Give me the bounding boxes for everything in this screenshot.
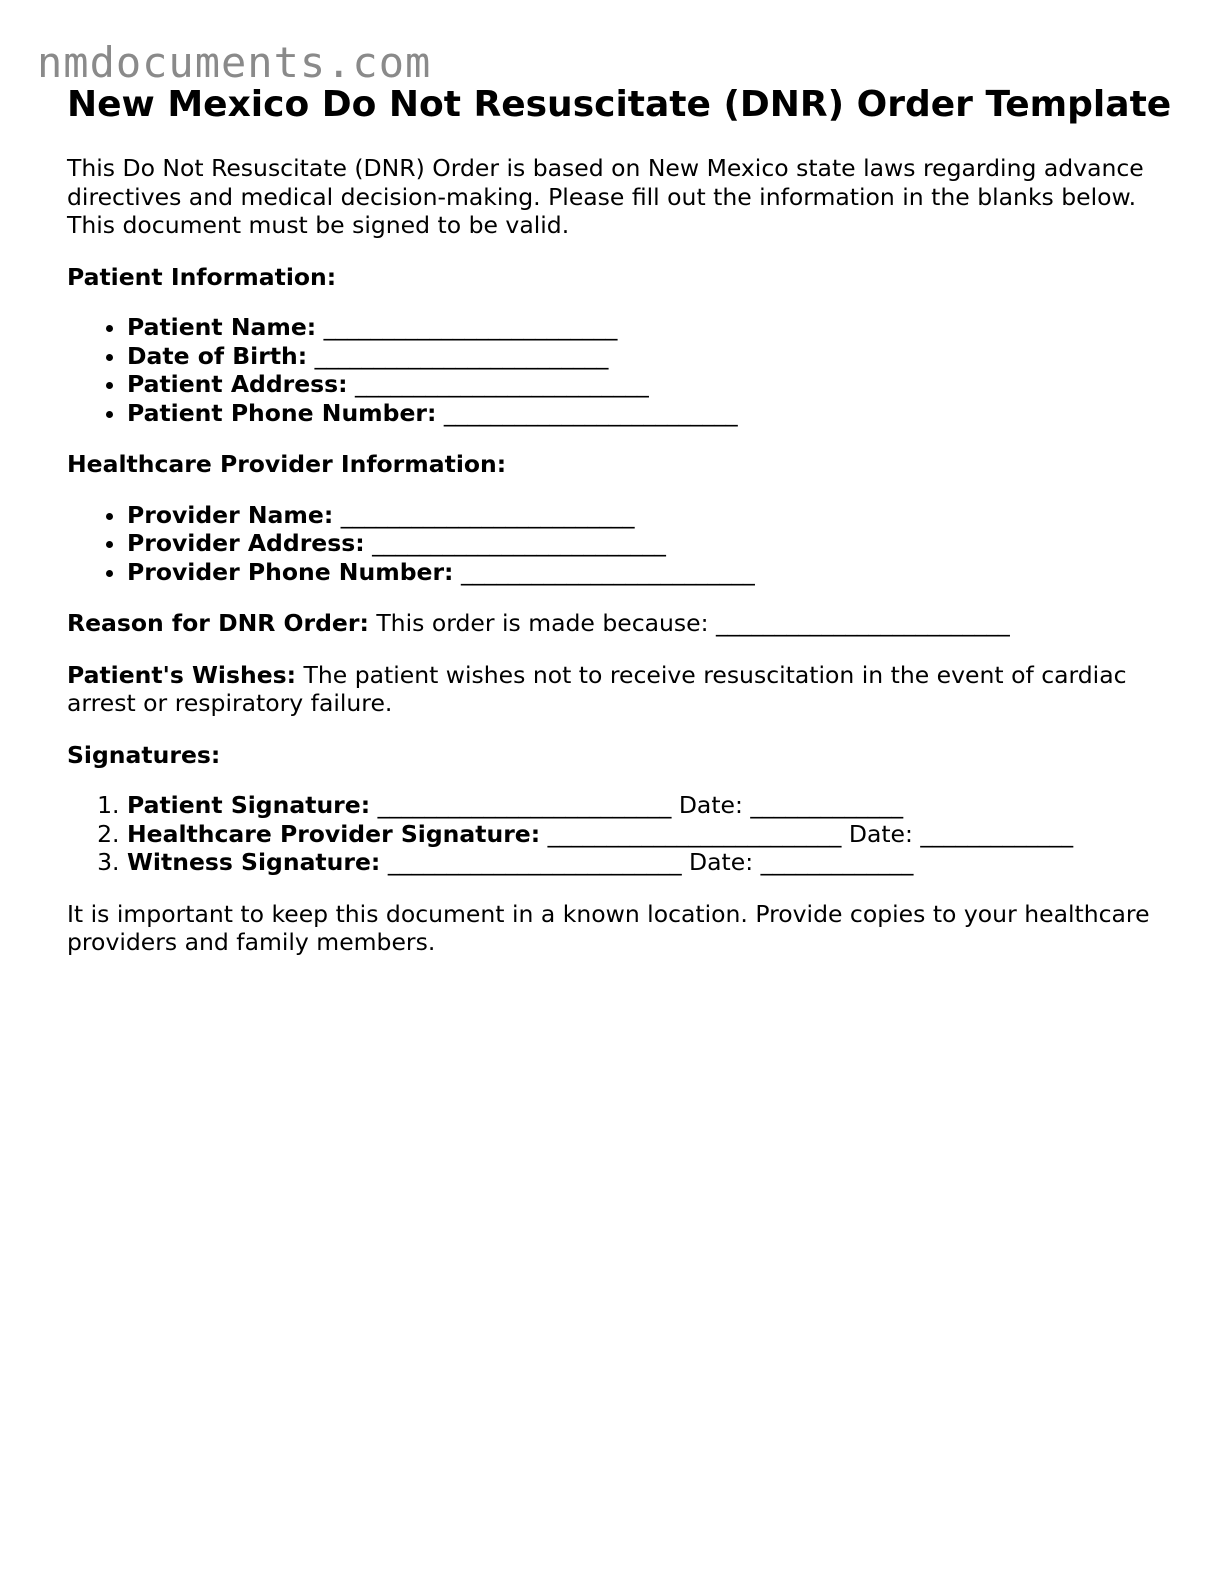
signature-label: Witness Signature: — [127, 848, 381, 876]
provider-name-item — [127, 501, 1187, 530]
date-of-birth-blank[interactable]: _________________________ — [314, 341, 609, 370]
reason-blank[interactable]: _________________________ — [716, 609, 1010, 637]
provider-address-item — [127, 529, 1187, 558]
patient-phone-blank[interactable]: _________________________ — [443, 398, 738, 427]
provider-signature-date-blank[interactable]: _____________ — [920, 819, 1074, 848]
date-label: Date: — [848, 819, 913, 848]
provider-phone-item — [127, 558, 1187, 587]
patient-signature-blank[interactable]: _________________________ — [377, 791, 672, 819]
reason-text: This order is made because: — [376, 609, 709, 637]
provider-name-blank[interactable]: _________________________ — [340, 500, 635, 529]
provider-info-list — [67, 501, 1187, 587]
field-label: Patient Address: — [127, 370, 348, 398]
field-label: Provider Phone Number: — [127, 557, 454, 586]
provider-address-blank[interactable]: _________________________ — [372, 529, 666, 557]
date-label: Date: — [678, 791, 743, 819]
patient-address-item — [127, 370, 1187, 399]
wishes-paragraph — [67, 661, 1187, 718]
provider-info-heading: Healthcare Provider Information: — [67, 450, 507, 478]
witness-signature-item — [127, 848, 1187, 877]
patient-phone-item — [127, 399, 1187, 428]
watermark: nmdocuments.com — [37, 38, 432, 87]
reason-paragraph — [67, 609, 1187, 638]
provider-signature-blank[interactable]: _________________________ — [547, 819, 842, 848]
patient-name-item — [127, 313, 1187, 342]
document-page — [67, 82, 1187, 957]
patient-info-list — [67, 313, 1187, 427]
patient-name-blank[interactable]: _________________________ — [323, 313, 618, 341]
date-of-birth-item — [127, 342, 1187, 371]
closing-paragraph: It is important to keep this document in a known location. Provide copies to your healthcare providers and family members. — [67, 899, 1150, 956]
field-label: Date of Birth: — [127, 341, 308, 370]
witness-signature-date-blank[interactable]: _____________ — [760, 848, 914, 876]
field-label: Patient Phone Number: — [127, 398, 437, 427]
patient-address-blank[interactable]: _________________________ — [355, 370, 649, 398]
reason-label: Reason for DNR Order: — [67, 609, 369, 637]
field-label: Provider Address: — [127, 529, 365, 557]
signatures-heading: Signatures: — [67, 740, 221, 769]
signature-label: Healthcare Provider Signature: — [127, 819, 541, 848]
signature-label: Patient Signature: — [127, 791, 371, 819]
page-title: New Mexico Do Not Resuscitate (DNR) Order Template — [67, 84, 1172, 125]
patient-signature-date-blank[interactable]: _____________ — [750, 791, 904, 819]
field-label: Provider Name: — [127, 500, 334, 529]
patient-info-heading: Patient Information: — [67, 262, 337, 291]
field-label: Patient Name: — [127, 313, 317, 341]
provider-phone-blank[interactable]: _________________________ — [460, 557, 755, 586]
intro-paragraph: This Do Not Resuscitate (DNR) Order is based on New Mexico state laws regarding advance directives and medical decision-making. Please fill out the information in the blanks below. This document must be signed to be valid. — [67, 154, 1144, 239]
date-label: Date: — [689, 848, 754, 876]
provider-signature-item — [127, 820, 1187, 849]
signatures-list — [67, 791, 1187, 877]
witness-signature-blank[interactable]: _________________________ — [387, 848, 682, 876]
patient-signature-item — [127, 791, 1187, 820]
wishes-text: The patient wishes not to receive resuscitation in the event of cardiac arrest or respiratory failure. — [67, 660, 1127, 717]
wishes-label: Patient's Wishes: — [67, 660, 297, 689]
